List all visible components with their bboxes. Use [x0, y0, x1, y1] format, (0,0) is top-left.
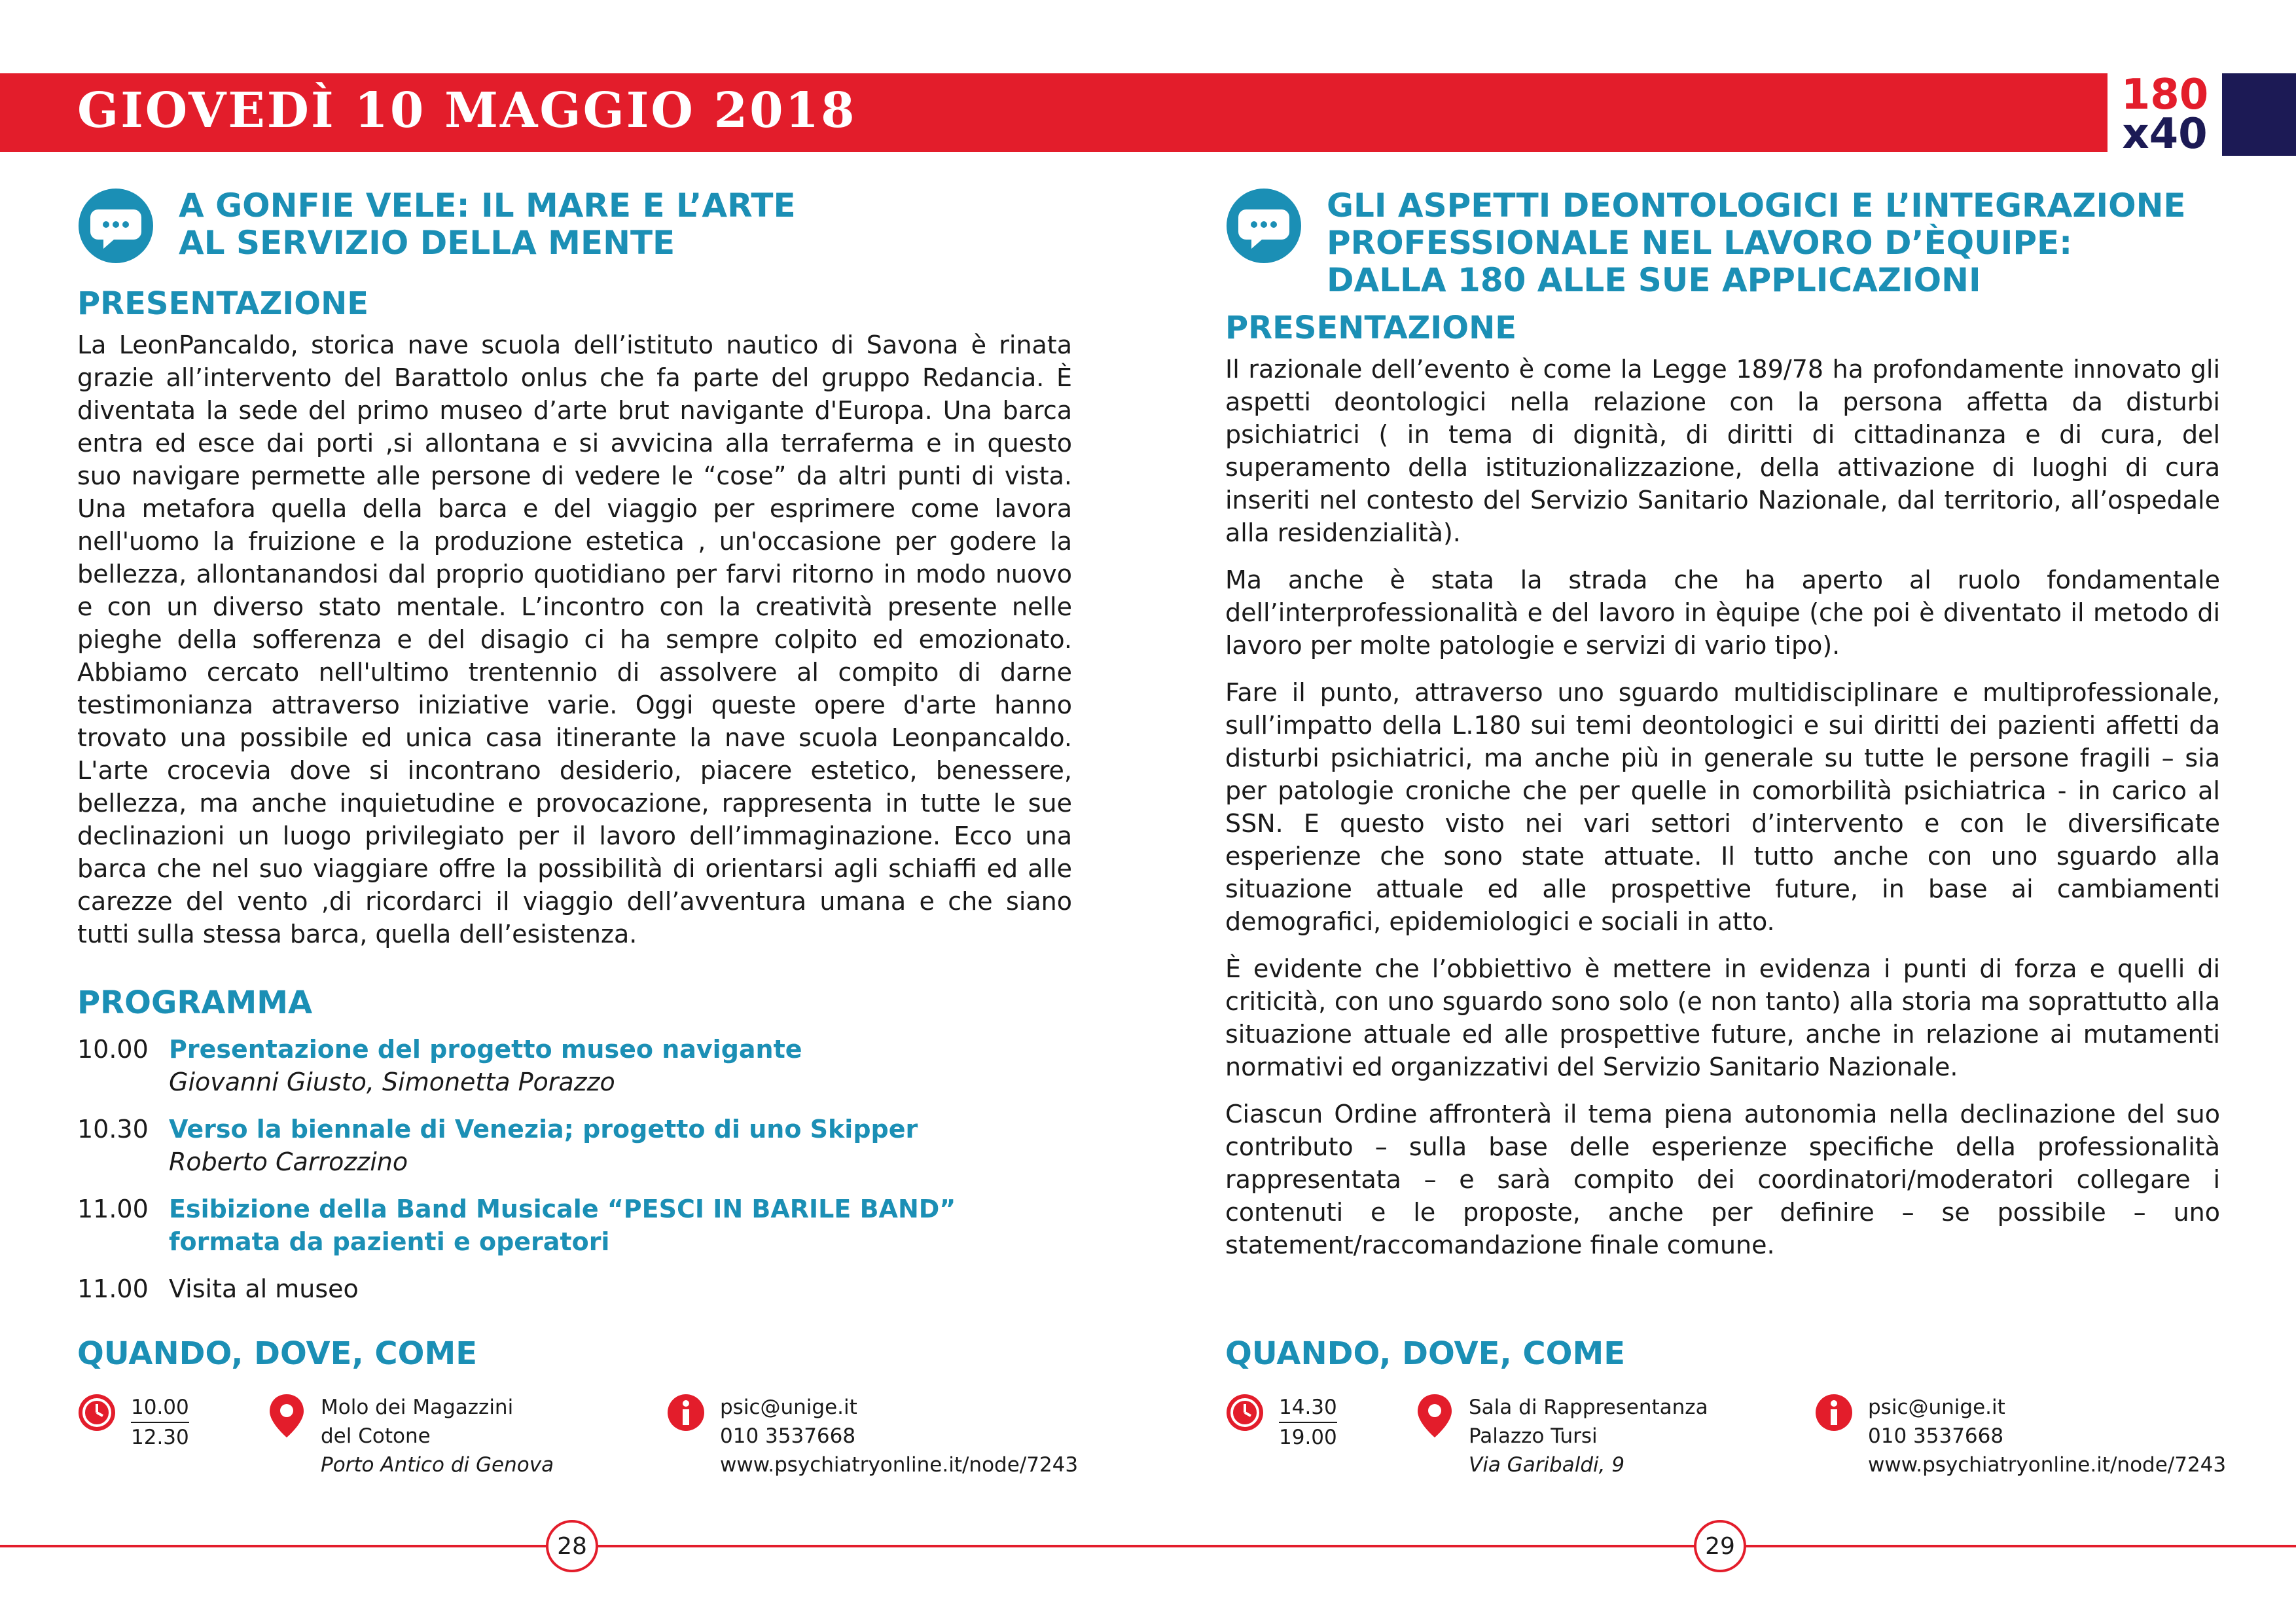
footer-divider — [0, 1545, 2296, 1547]
program-item — [77, 1193, 1072, 1258]
program-item — [77, 1033, 1072, 1098]
time-end: 12.30 — [131, 1426, 189, 1449]
section-programma: PROGRAMMA — [77, 984, 313, 1021]
logo-180x40 — [2108, 73, 2222, 156]
contact-phone: 010 3537668 — [720, 1424, 856, 1448]
contact-phone: 010 3537668 — [1868, 1424, 2004, 1448]
place-line: Sala di Rappresentanza — [1469, 1396, 1708, 1419]
contact-url[interactable]: www.psychiatryonline.it/node/7243 — [1868, 1453, 2227, 1477]
place-line: Molo dei Magazzini — [321, 1396, 514, 1419]
info-time — [77, 1393, 189, 1452]
info-place — [267, 1393, 554, 1479]
place-italic: Via Garibaldi, 9 — [1469, 1453, 1625, 1477]
event-title-line: AL SERVIZIO DELLA MENTE — [179, 224, 675, 262]
section-presentazione: PRESENTAZIONE — [1225, 310, 1517, 346]
info-time — [1225, 1393, 1337, 1452]
program-time: 11.00 — [77, 1274, 149, 1303]
contact-url[interactable]: www.psychiatryonline.it/node/7243 — [720, 1453, 1079, 1477]
paragraph: È evidente che l’obbiettivo è mettere in evidenza i punti di forza e quelli di criticità, con uno sguardo sono solo (e non tanto) alla storia ma soprattutto alla situazione attuale ed alle prospettive future, anche in relazione ai mutamenti normativi ed organizzativi del Servizio Sanitario Nazionale. — [1225, 954, 2220, 1081]
info-row — [77, 1393, 1098, 1485]
paragraph: La LeonPancaldo, storica nave scuola dell’istituto nautico di Savona è rinata grazie all’intervento del Barattolo onlus che fa parte del gruppo Redancia. È diventata la sede del primo museo d’arte brut navigante d'Europa. Una barca entra ed esce dai porti ,si allontana e si avvicina alla terraferma e in questo suo navigare permette alle persone di vedere le “cose” da altri punti di vista. Una metafora quella della barca e del viaggio per esprimere come lavora nell'uomo la fruizione e la produzione estetica , un'occasione per godere la bellezza, allontanandosi dal proprio quotidiano per farvi ritorno in modo nuovo e con un diverso stato mentale. L’incontro con la creatività presente nelle pieghe della sofferenza e del disagio ci ha sempre colpito ed emozionato. Abbiamo cercato nell'ultimo trentennio di assolvere al compito di darne testimonianza attraverso iniziative varie. Oggi queste opere d'arte hanno trovato una possibile ed unica casa itinerante la nave scuola Leonpancaldo. L'arte crocevia dove si incontrano desiderio, piacere estetico, benessere, bellezza, ma anche inquietudine e provocazione, rappresenta in tutte le sue declinazioni un luogo privilegiato per il lavoro dell’immaginazione. Ecco una barca che nel suo viaggiare offre la possibilità di orientarsi agli schiaffi ed alle carezze del vento ,di ricordarci il viaggio dell’avventura umana e che siano tutti sulla stessa barca, quella dell’esistenza. — [77, 331, 1072, 948]
info-contact — [666, 1393, 1078, 1479]
section-presentazione: PRESENTAZIONE — [77, 285, 369, 322]
map-pin-icon — [1415, 1393, 1454, 1439]
time-start: 14.30 — [1279, 1393, 1337, 1423]
paragraph: Ciascun Ordine affronterà il tema piena autonomia nella declinazione del suo contributo – sulla base delle esperienze specifiche della professionalità rappresentata – e sarà compito dei coordinatori/moderatori collegare i contenuti e le proposte, anche per definire – se possibile – uno statement/raccomandazione finale comune. — [1225, 1100, 2220, 1259]
paragraph: Il razionale dell’evento è come la Legge 189/78 ha profondamente innovato gli aspetti deontologici nella relazione con la persona affetta da disturbi psichiatrici ( in tema di dignità, di diritti di cittadinanza e di cura, del superamento della istituzionalizzazione, della attivazione di luoghi di cura inseriti nel contesto del Servizio Sanitario Nazionale, dal territorio, all’ospedale alla residenzialità). — [1225, 355, 2220, 547]
page-number-left: 28 — [546, 1520, 598, 1572]
info-place — [1415, 1393, 1708, 1479]
clock-icon — [77, 1393, 117, 1432]
event-title — [1327, 177, 2220, 299]
program-title: formata da pazienti e operatori — [169, 1227, 610, 1256]
info-icon — [666, 1393, 706, 1432]
presentazione-text — [77, 329, 1072, 950]
event-title — [179, 177, 1072, 264]
time-end: 19.00 — [1279, 1426, 1337, 1449]
info-row — [1225, 1393, 2246, 1485]
time-start: 10.00 — [131, 1393, 189, 1423]
program-time: 10.30 — [77, 1115, 149, 1144]
page-number-right: 29 — [1694, 1520, 1746, 1572]
section-quando-dove-come: QUANDO, DOVE, COME — [77, 1335, 477, 1372]
contact-email[interactable]: psic@unige.it — [1868, 1396, 2005, 1419]
program-title: Visita al museo — [169, 1274, 359, 1303]
program-time: 11.00 — [77, 1195, 149, 1223]
event-title-line: DALLA 180 ALLE SUE APPLICAZIONI — [1327, 261, 1981, 299]
program-item — [77, 1113, 1072, 1178]
right-page — [1225, 177, 2220, 1276]
speech-bubble-icon — [1225, 187, 1302, 264]
section-quando-dove-come: QUANDO, DOVE, COME — [1225, 1335, 1625, 1372]
program-title: Esibizione della Band Musicale “PESCI IN BARILE BAND” — [169, 1195, 956, 1223]
event-title-line: GLI ASPETTI DEONTOLOGICI E L’INTEGRAZIONE — [1327, 187, 2186, 225]
place-line: Palazzo Tursi — [1469, 1424, 1598, 1448]
place-italic: Porto Antico di Genova — [321, 1453, 554, 1477]
program-item — [77, 1272, 1072, 1305]
logo-navy-block — [2222, 73, 2296, 156]
event-title-line: PROFESSIONALE NEL LAVORO D’ÈQUIPE: — [1327, 224, 2073, 262]
map-pin-icon — [267, 1393, 306, 1439]
program-title: Presentazione del progetto museo navigante — [169, 1035, 802, 1064]
program-title: Verso la biennale di Venezia; progetto di uno Skipper — [169, 1115, 918, 1144]
paragraph: Ma anche è stata la strada che ha aperto al ruolo fondamentale dell’interprofessionalità e del lavoro in èquipe (che poi è diventato il metodo di lavoro per molte patologie e servizi di vario tipo). — [1225, 566, 2220, 660]
info-icon — [1814, 1393, 1854, 1432]
contact-email[interactable]: psic@unige.it — [720, 1396, 857, 1419]
paragraph: Fare il punto, attraverso uno sguardo multidisciplinare e multiprofessionale, sull’impatto della L.180 sui temi deontologici e sui diritti dei pazienti affetti da disturbi psichiatrici, ma anche più in generale su tutte le persone fragili – sia per patologie croniche che per quelle in comorbilità psichiatrica - in carico al SSN. E questo visto nei vari settori d’intervento e con le diversificate esperienze che sono state attuate. Il tutto anche con uno sguardo alla situazione attuale ed alle prospettive future, in base ai cambiamenti demografici, epidemiologici e sociali in atto. — [1225, 678, 2220, 936]
left-page — [77, 177, 1072, 1320]
program-speaker: Roberto Carrozzino — [169, 1147, 408, 1176]
speech-bubble-icon — [77, 187, 154, 264]
clock-icon — [1225, 1393, 1265, 1432]
logo-bottom: x40 — [2122, 110, 2208, 158]
page-date-title: GIOVEDÌ 10 MAGGIO 2018 — [77, 82, 857, 139]
logo-top: 180 — [2121, 71, 2209, 119]
info-contact — [1814, 1393, 2226, 1479]
program-time: 10.00 — [77, 1035, 149, 1064]
program-speaker: Giovanni Giusto, Simonetta Porazzo — [169, 1068, 615, 1096]
event-title-line: A GONFIE VELE: IL MARE E L’ARTE — [179, 187, 796, 225]
place-line: del Cotone — [321, 1424, 431, 1448]
presentazione-text — [1225, 353, 2220, 1261]
